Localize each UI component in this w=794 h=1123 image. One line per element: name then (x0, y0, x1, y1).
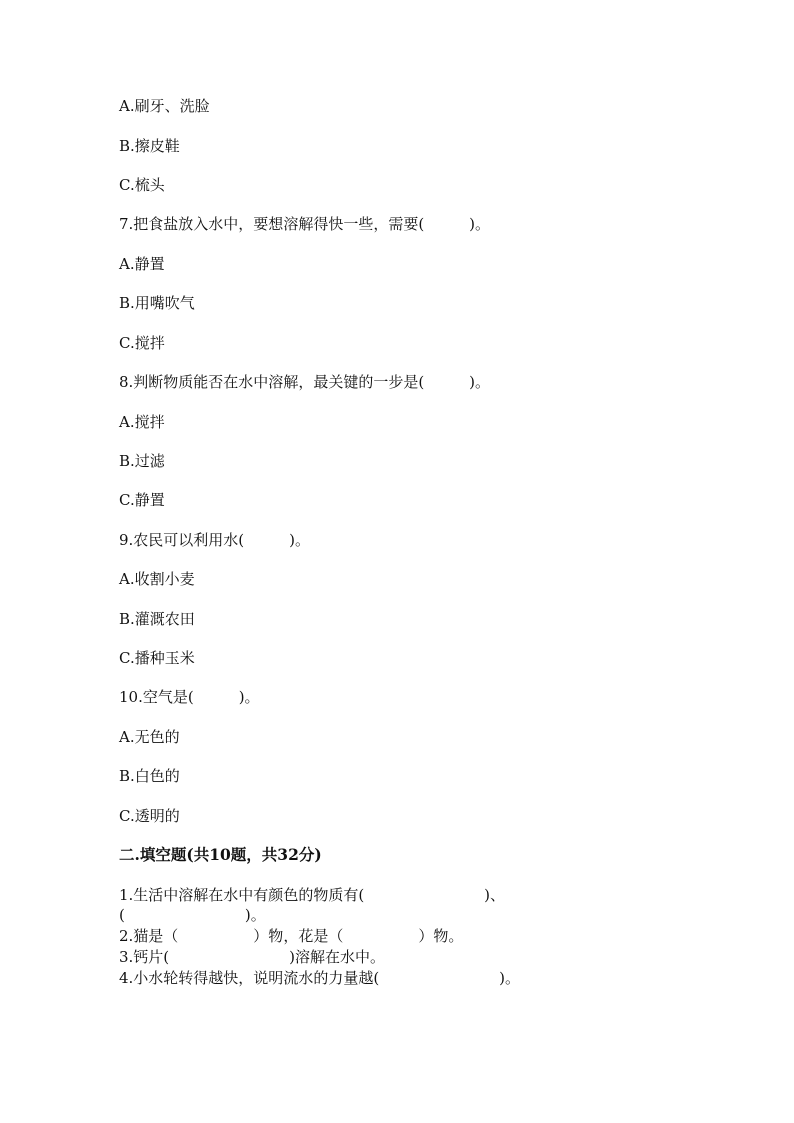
q9-option-a: A.收割小麦 (119, 570, 195, 588)
fill-question-2: 2.猫是（ ）物，花是（ ）物。 (119, 927, 464, 945)
q8-option-c: C.静置 (119, 491, 165, 509)
q10-stem: 10.空气是( )。 (119, 688, 260, 706)
q7-option-c: C.搅拌 (119, 334, 165, 352)
q10-option-b: B.白色的 (119, 767, 180, 785)
q7-option-b: B.用嘴吹气 (119, 294, 195, 312)
q8-option-b: B.过滤 (119, 452, 165, 470)
q6-option-c: C.梳头 (119, 176, 165, 194)
fill-question-1-line-1: 1.生活中溶解在水中有颜色的物质有( )、 (119, 886, 506, 904)
fill-question-3: 3.钙片( )溶解在水中。 (119, 948, 386, 966)
q10-option-c: C.透明的 (119, 807, 180, 825)
q8-stem: 8.判断物质能否在水中溶解，最关键的一步是( )。 (119, 373, 491, 391)
q9-stem: 9.农民可以利用水( )。 (119, 531, 311, 549)
q7-option-a: A.静置 (119, 255, 165, 273)
q8-option-a: A.搅拌 (119, 413, 165, 431)
q9-option-b: B.灌溉农田 (119, 610, 195, 628)
q7-stem: 7.把食盐放入水中，要想溶解得快一些，需要( )。 (119, 215, 491, 233)
q10-option-a: A.无色的 (119, 728, 180, 746)
q6-option-b: B.擦皮鞋 (119, 137, 180, 155)
fill-question-1-line-2: ( )。 (119, 906, 266, 924)
q9-option-c: C.播种玉米 (119, 649, 195, 667)
section-heading: 二.填空题(共10题，共32分) (119, 845, 322, 864)
q6-option-a: A.刷牙、洗脸 (119, 97, 210, 115)
fill-question-4: 4.小水轮转得越快，说明流水的力量越( )。 (119, 969, 521, 987)
